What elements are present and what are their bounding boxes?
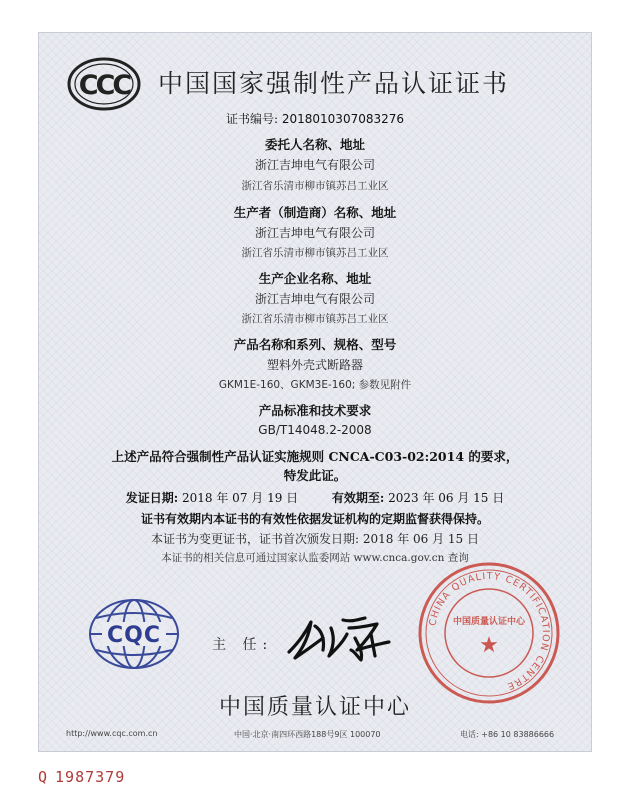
footer-phone: 电话: +86 10 83886666 — [460, 730, 555, 739]
ccc-logo — [66, 56, 142, 112]
serial-number — [38, 768, 125, 786]
cert-number-row — [38, 110, 592, 127]
cert-number-label: 证书编号: — [225, 112, 279, 126]
cqc-logo-text: CQC — [107, 623, 161, 648]
cert-number-value: 2018010307083276 — [281, 112, 405, 126]
footer-address: 中国·北京·南四环西路188号9区 100070 — [234, 730, 381, 739]
change-note: 本证书为变更证书，证书首次颁发日期: 2018 年 06 月 15 日 — [150, 532, 479, 546]
seal-star-icon: ★ — [479, 633, 499, 658]
serial-prefix: Q — [38, 768, 48, 786]
applicant-label: 委托人名称、地址 — [264, 137, 365, 152]
factory-address: 浙江省乐清市柳市镇苏吕工业区 — [241, 313, 389, 325]
product-name: 塑料外壳式断路器 — [266, 358, 363, 372]
dates-row — [38, 489, 592, 506]
cqc-seal — [416, 560, 562, 706]
factory-name: 浙江吉坤电气有限公司 — [254, 292, 375, 306]
issue-date-label: 发证日期: — [125, 491, 179, 505]
director-signature — [285, 608, 395, 666]
conformity-statement: 上述产品符合强制性产品认证实施规则 CNCA-C03-02:2014 的要求， — [111, 449, 519, 464]
applicant-name: 浙江吉坤电气有限公司 — [254, 158, 375, 172]
applicant-address: 浙江省乐清市柳市镇苏吕工业区 — [241, 180, 389, 192]
standard-value: GB/T14048.2-2008 — [258, 423, 372, 437]
product-models: GKM1E-160、GKM3E-160; 参数见附件 — [218, 379, 412, 391]
footer-website: http://www.cqc.com.cn — [66, 729, 158, 738]
standard-label: 产品标准和技术要求 — [258, 403, 372, 418]
seal-inner-text: 中国质量认证中心 — [452, 617, 526, 627]
certificate-title: 中国国家强制性产品认证证书 — [158, 69, 510, 98]
director-label: 主 任: — [212, 637, 274, 653]
manufacturer-address: 浙江省乐清市柳市镇苏吕工业区 — [241, 247, 389, 259]
serial-value: 1987379 — [55, 768, 126, 786]
ccc-logo-text: CCC — [78, 70, 130, 101]
seal-ring-text: CHINA QUALITY CERTIFICATION CENTRE — [427, 570, 552, 692]
cqc-logo — [86, 596, 182, 672]
valid-until-value: 2023 年 06 月 15 日 — [388, 491, 505, 505]
issuer-name: 中国质量认证中心 — [218, 695, 411, 720]
manufacturer-name: 浙江吉坤电气有限公司 — [254, 226, 375, 240]
manufacturer-label: 生产者（制造商）名称、地址 — [233, 205, 397, 220]
issue-date-value: 2018 年 07 月 19 日 — [182, 491, 299, 505]
product-label: 产品名称和系列、规格、型号 — [233, 337, 397, 352]
valid-until-label: 有效期至: — [331, 491, 385, 505]
factory-label: 生产企业名称、地址 — [258, 271, 372, 286]
query-note: 本证书的相关信息可通过国家认监委网站 www.cnca.gov.cn 查询 — [161, 552, 469, 564]
validity-note: 证书有效期内本证书的有效性依据发证机构的定期监督获得保持。 — [140, 512, 489, 526]
conformity-statement-2: 特发此证。 — [283, 468, 347, 483]
